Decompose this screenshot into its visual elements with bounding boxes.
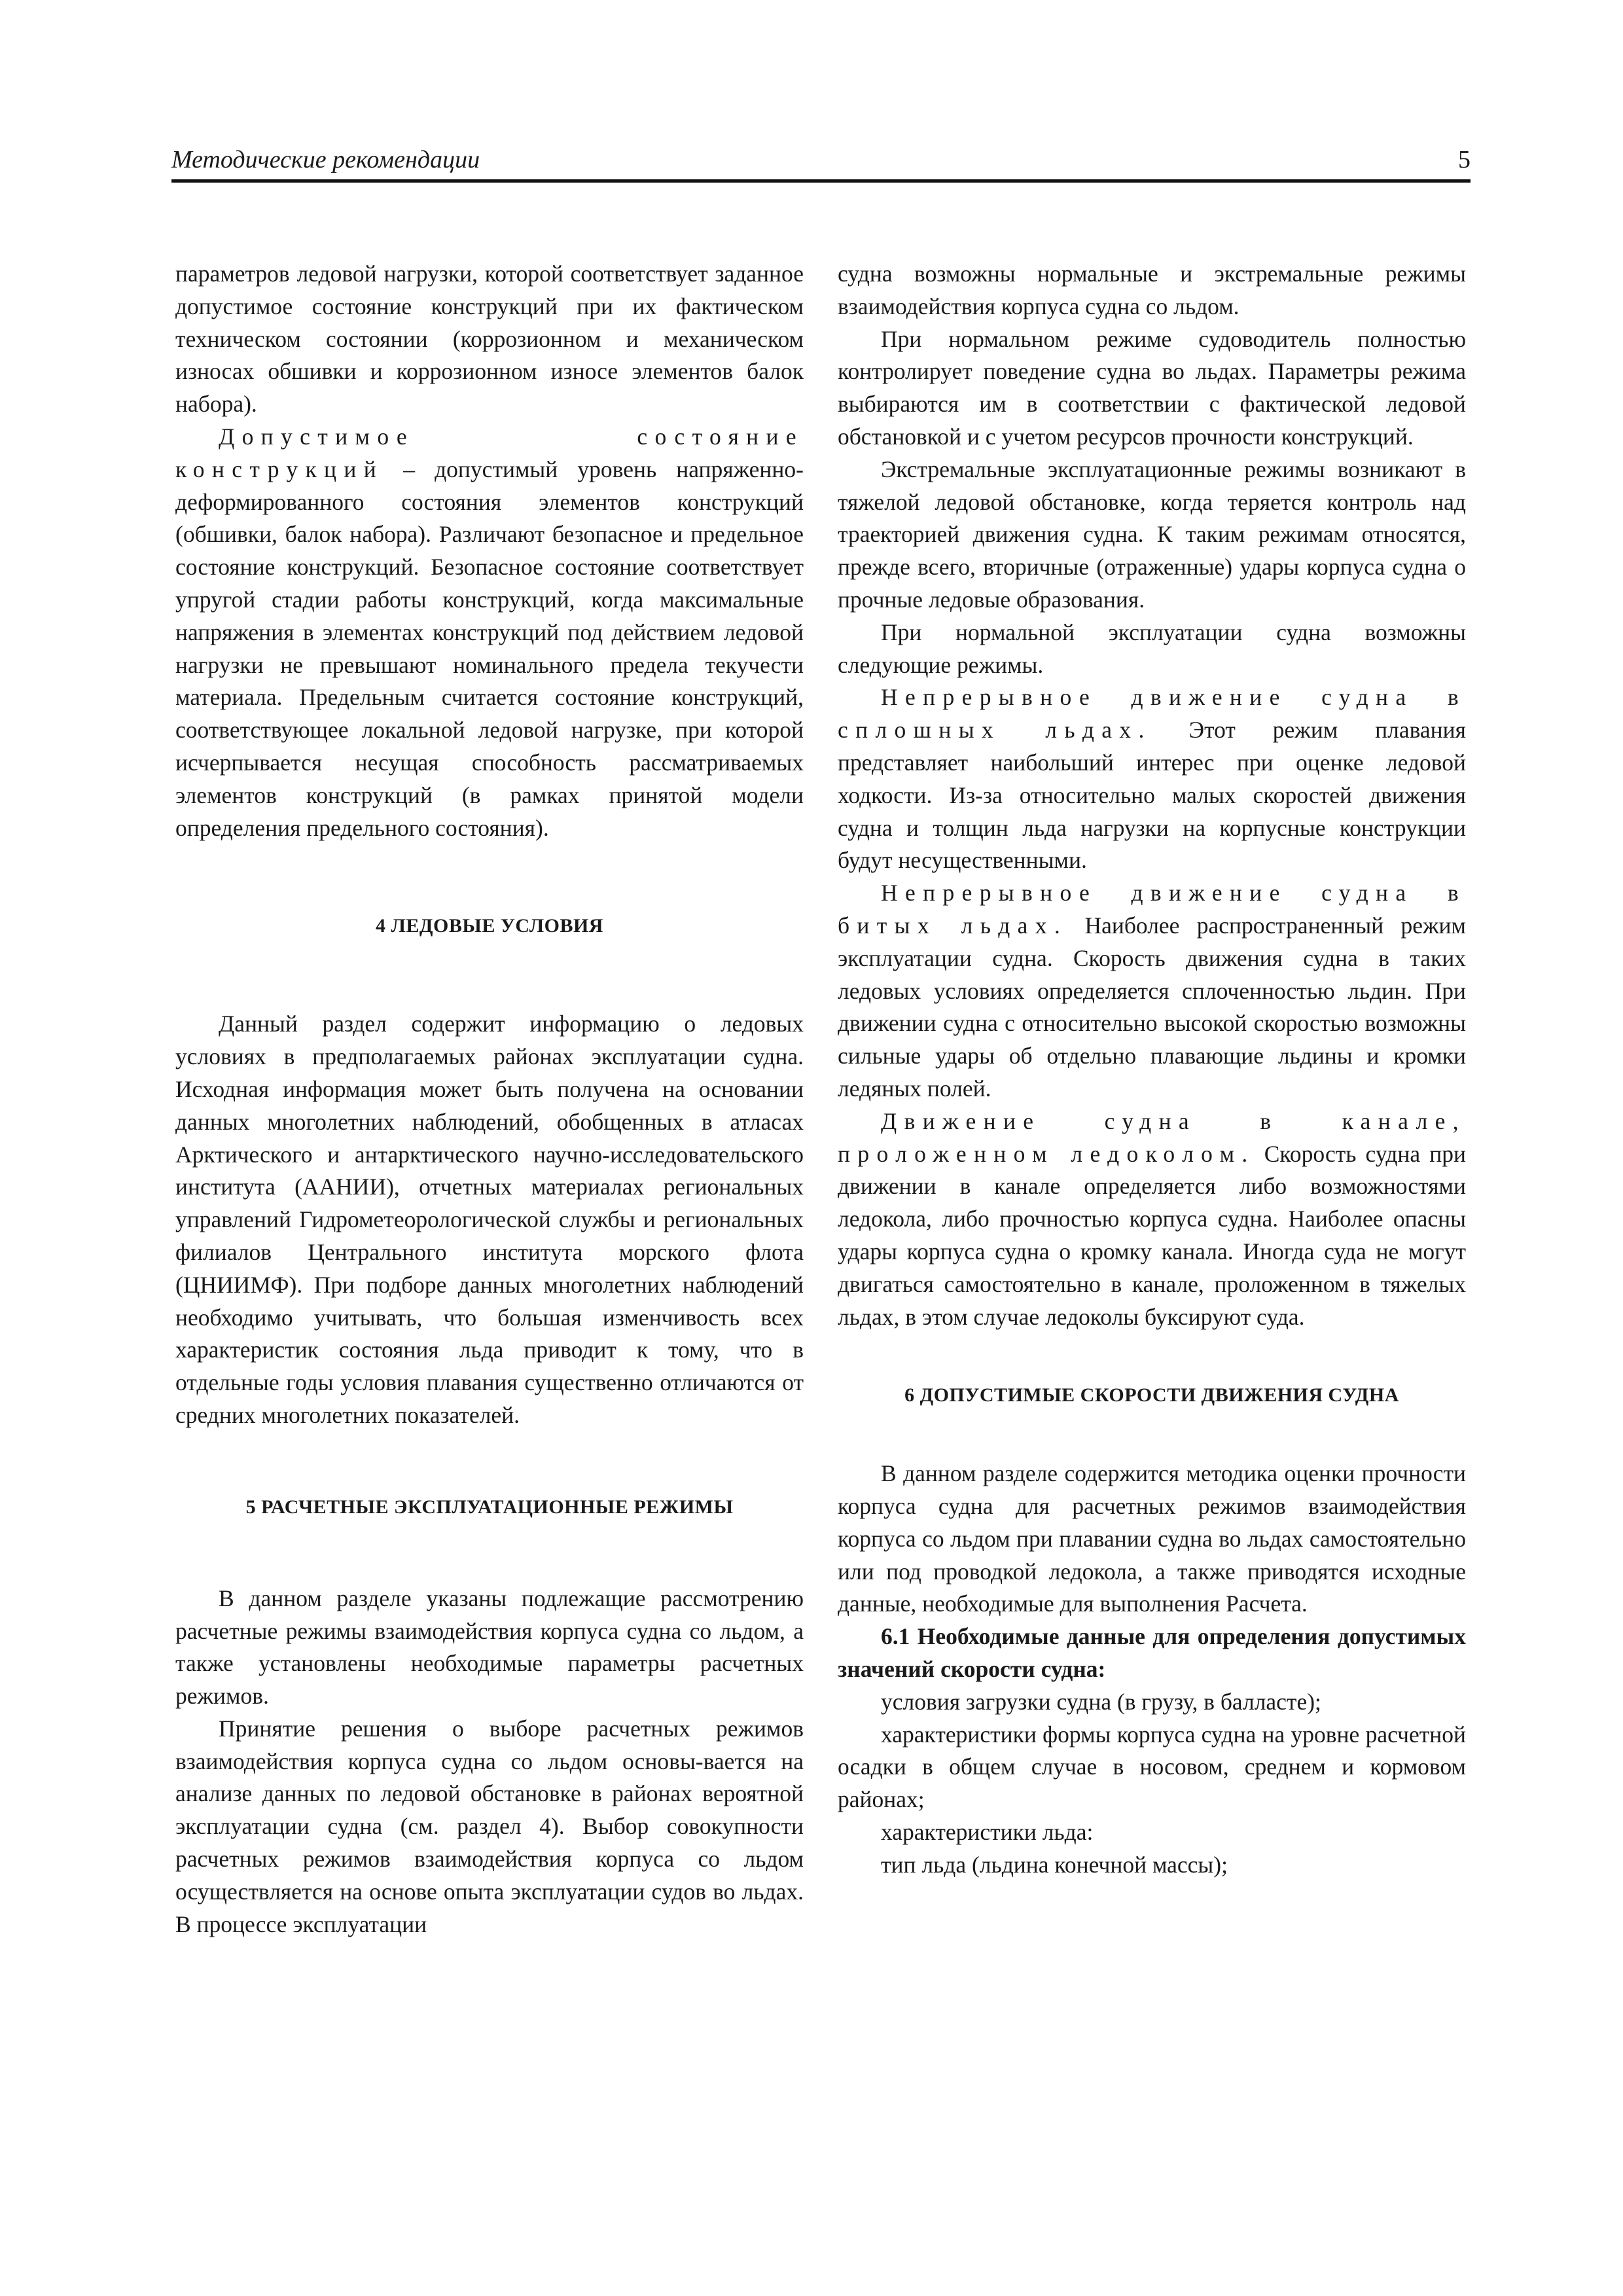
list-item: условия загрузки судна (в грузу, в балласте); (881, 1688, 1321, 1715)
section-heading-5: 5 РАСЧЕТНЫЕ ЭКСПЛУАТАЦИОННЫЕ РЕЖИМЫ (245, 1496, 734, 1518)
list-item: тип льда (льдина конечной массы); (881, 1851, 1228, 1878)
paragraph (175, 421, 804, 844)
paragraph (838, 877, 1466, 1105)
paragraph: В данном разделе содержится методика оценки прочности корпуса судна для расчетных режимов взаимодействия корпуса со льдом при плавании судна во льдах самостоятельно или под проводкой ледокола, а также приводятся исходные данные, необходимые для выполнения Расчета. (838, 1460, 1466, 1617)
paragraph: В данном разделе указаны подлежащие рассмотрению расчетные режимы взаимодействия корпуса судна со льдом, а также установлены необходимые параметры расчетных режимов. (175, 1585, 804, 1710)
list-item: характеристики формы корпуса судна на уровне расчетной осадки в общем случае в носовом, среднем и кормовом районах; (838, 1721, 1466, 1813)
paragraph-text: Наиболее распространенный режим эксплуатации судна. Скорость движения судна в таких ледовых условиях определяется сплоченностью льдин. При движении судна с относительно высокой скоростью возможны сильные удары об отдельно плавающие льдины и кромки ледяных полей. (838, 912, 1466, 1102)
running-title: Методические рекомендации (171, 146, 480, 173)
paragraph-text: Этот режим плавания представляет наибольший интерес при оценке ледовой ходкости. Из-за относительно малых скоростей движения судна и толщин льда нагрузки на корпусные конструкции будут несущественными. (838, 717, 1467, 874)
bold-heading-text: 6.1 Необходимые данные для определения допустимых значений скорости судна: (838, 1623, 1466, 1683)
left-column (175, 258, 804, 1941)
spaced-term: Непрерывное движение судна в битых льдах. (838, 880, 1466, 939)
section-heading-6: 6 ДОПУСТИМЫЕ СКОРОСТИ ДВИЖЕНИЯ СУДНА (904, 1384, 1399, 1407)
list-item: характеристики льда: (881, 1819, 1094, 1846)
page-number: 5 (1458, 146, 1471, 173)
paragraph-text: – допустимый уровень напряженно-деформированного состояния элементов конструкций (обшивки, балок набора). Различают безопасное и предельное состояние конструкций. Безопасное состояние соответствует упругой стадии работы конструкций, когда максимальные напряжения в элементах конструкций под действием ледовой нагрузки не превышают номинального предела текучести материала. Предельным считается состояние конструкций, соответствующее локальной ледовой нагрузке, при которой исчерпывается несущая способность рассматриваемых элементов конструкций (в рамках принятой модели определения предельного состояния). (175, 456, 804, 841)
subsection-heading (838, 1621, 1466, 1686)
paragraph: Принятие решения о выборе расчетных режимов взаимодействия корпуса судна со льдом основы-вается на анализе данных по ледовой обстановке в районах вероятной эксплуатации судна (см. раздел 4). Выбор совокупности расчетных режимов взаимодействия корпуса со льдом осуществляется на основе опыта эксплуатации судов во льдах. В процессе эксплуатации (175, 1715, 804, 1937)
spaced-term: Движение судна в канале, проложенном ледоколом. (838, 1107, 1466, 1167)
spaced-term: Непрерывное движение судна в сплошных льдах. (838, 684, 1466, 744)
paragraph (838, 1105, 1466, 1334)
spaced-term: Допустимое состояние конструкций (175, 423, 804, 482)
right-column (838, 258, 1466, 1882)
section-heading-4: 4 ЛЕДОВЫЕ УСЛОВИЯ (376, 915, 603, 937)
page-header (171, 143, 1471, 183)
paragraph: Данный раздел содержит информацию о ледовых условиях в предполагаемых районах эксплуатации судна. Исходная информация может быть получена на основании данных многолетних наблюдений, обобщенных в атласах Арктического и антарктического научно-исследовательского института (ААНИИ), отчетных материалах региональных управлений Гидрометеорологической службы и региональных филиалов Центрального института морского флота (ЦНИИМФ). При подборе данных многолетних наблюдений необходимо учитывать, что большая изменчивость всех характеристик состояния льда приводит к тому, что в отдельные годы условия плавания существенно отличаются от средних многолетних показателей. (175, 1011, 804, 1428)
paragraph: При нормальном режиме судоводитель полностью контролирует поведение судна во льдах. Параметры режима выбираются им в соответствии с фактической ледовой обстановкой и с учетом ресурсов прочности конструкций. (838, 325, 1466, 450)
paragraph-text: Скорость судна при движении в канале определяется либо возможностями ледокола, либо прочностью корпуса судна. Наиболее опасны удары корпуса судна о кромку канала. Иногда суда не могут двигаться самостоятельно в канале, проложенном в тяжелых льдах, в этом случае ледоколы буксируют суда. (838, 1140, 1466, 1330)
paragraph: судна возможны нормальные и экстремальные режимы взаимодействия корпуса судна со льдом. (838, 260, 1466, 319)
paragraph: При нормальной эксплуатации судна возможны следующие режимы. (838, 619, 1466, 678)
paragraph: Экстремальные эксплуатационные режимы возникают в тяжелой ледовой обстановке, когда теряется контроль над траекторией движения судна. К таким режимам относятся, прежде всего, вторичные (отраженные) удары корпуса судна о прочные ледовые образования. (838, 456, 1466, 613)
paragraph (838, 681, 1466, 877)
paragraph: параметров ледовой нагрузки, которой соответствует заданное допустимое состояние конструкций при их фактическом техническом состоянии (коррозионном и механическом износах обшивки и коррозионном износе элементов балок набора). (175, 260, 804, 418)
